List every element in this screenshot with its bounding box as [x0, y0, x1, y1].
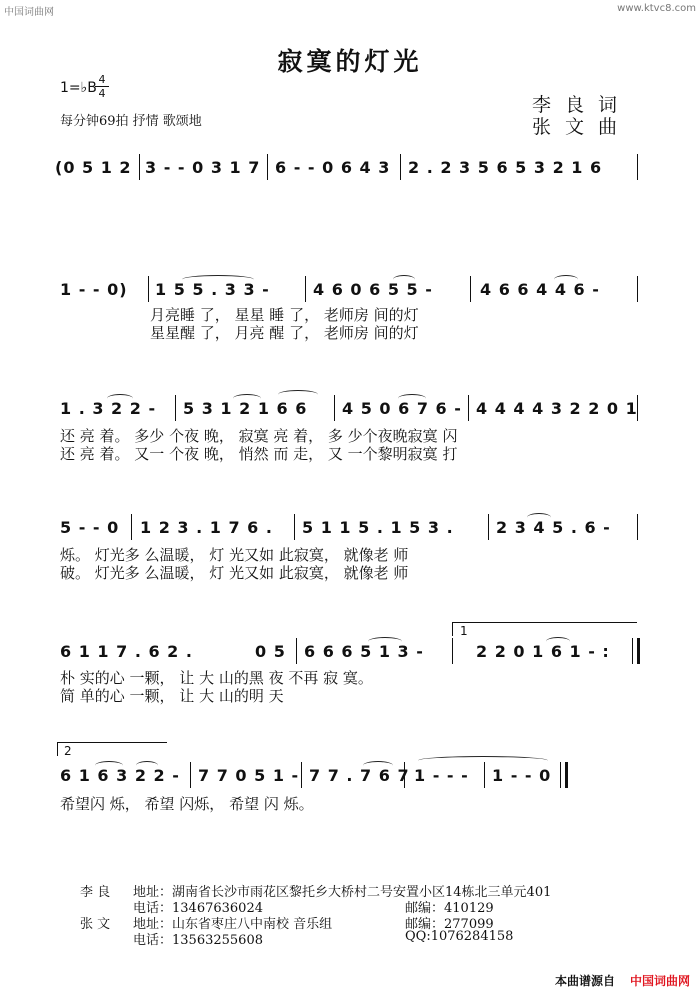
meter-bottom: 4 — [98, 87, 106, 100]
bar-line — [301, 762, 302, 788]
slur — [182, 275, 254, 284]
slur — [107, 394, 133, 403]
measure: (0 5 1 2 — [55, 158, 132, 177]
measure: 6 6 6 5 1 3 - — [304, 642, 424, 661]
slur — [418, 756, 548, 765]
bar-line — [488, 514, 489, 540]
bar-line — [296, 638, 297, 664]
measure: 1 - - 0) — [60, 280, 128, 299]
bar-line — [560, 762, 561, 788]
measure: 5 - - 0 — [60, 518, 120, 537]
measure: 1 2 3 . 1 7 6 . — [140, 518, 273, 537]
lyrics-verse-1: 还 亮 着。 多少 个夜 晚， 寂寞 亮 着， 多 少个夜晚寂寞 闪 — [60, 427, 458, 445]
lyricist-name: 李 良 — [80, 885, 111, 900]
bar-line — [139, 154, 140, 180]
meter-top: 4 — [98, 73, 106, 86]
bar-line — [175, 395, 176, 421]
slur — [546, 637, 570, 646]
bar-line — [452, 638, 453, 664]
measure: 4 4 4 4 3 2 2 0 1 — [476, 399, 638, 418]
composer-address: 地址：山东省枣庄八中南校 音乐组 — [133, 917, 333, 932]
bar-line — [131, 514, 132, 540]
bar-line — [484, 762, 485, 788]
measure: 2 3 4 5 . 6 - — [496, 518, 611, 537]
key-signature: 1=♭B — [60, 80, 97, 96]
bar-line — [400, 154, 401, 180]
measure: 0 5 — [255, 642, 286, 661]
slur — [393, 275, 415, 284]
bar-line — [632, 638, 633, 664]
volta-number-1: 1 — [460, 624, 468, 638]
lyrics-verse-2: 星星醒 了， 月亮 醒 了， 老师房 间的灯 — [150, 324, 419, 342]
time-signature — [95, 74, 109, 99]
song-title: 寂寞的灯光 — [277, 47, 423, 76]
measure: 7 7 . 7 6 7 — [309, 766, 410, 785]
composer-postcode: 邮编：277099 — [405, 917, 494, 932]
slur — [95, 761, 123, 770]
measure: 1 . 3 2 2 - — [60, 399, 157, 418]
measure: 3 - - 0 3 1 7 — [145, 158, 261, 177]
bar-line — [334, 395, 335, 421]
lyrics-verse-1: 月亮睡 了， 星星 睡 了， 老师房 间的灯 — [150, 306, 419, 324]
measure: 4 6 6 4 4 6 - — [480, 280, 600, 299]
measure: 6 - - 0 6 4 3 — [275, 158, 391, 177]
lyricist-credit: 李良词 — [532, 94, 632, 116]
bar-line — [470, 276, 471, 302]
lyricist-postcode: 邮编：410129 — [405, 901, 494, 916]
measure: 7 7 0 5 1 - — [198, 766, 300, 785]
bar-line — [404, 762, 405, 788]
bar-line — [190, 762, 191, 788]
measure: 1 - - 0 — [492, 766, 552, 785]
measure: 4 5 0 6 7 6 - — [342, 399, 462, 418]
composer-phone: 电话：13563255608 — [133, 933, 263, 948]
measure: 5 1 1 5 . 1 5 3 . — [302, 518, 454, 537]
slur — [278, 390, 318, 399]
lyrics-verse-1: 朴 实的心 一颗， 让 大 山的黑 夜 不再 寂 寞。 — [60, 669, 373, 687]
composer-credit: 张文曲 — [532, 116, 632, 138]
measure: 6 1 6 3 2 2 - — [60, 766, 180, 785]
lyrics-verse-1: 希望闪 烁， 希望 闪烁， 希望 闪 烁。 — [60, 795, 314, 813]
bar-line — [267, 154, 268, 180]
source-note: 本曲谱源自 — [555, 974, 616, 988]
volta-number-2: 2 — [64, 744, 72, 758]
bar-line — [637, 514, 638, 540]
bar-line — [294, 514, 295, 540]
slur — [554, 275, 578, 284]
measure: 4 6 0 6 5 5 - — [313, 280, 433, 299]
volta-bracket-1 — [452, 622, 637, 623]
lyrics-verse-2: 还 亮 着。 又一 个夜 晚， 悄然 而 走， 又 一个黎明寂寞 打 — [60, 445, 458, 463]
lyrics-verse-2: 破。 灯光多 么温暖， 灯 光又如 此寂寞， 就像老 师 — [60, 564, 409, 582]
lyrics-verse-2: 简 单的心 一颗， 让 大 山的明 天 — [60, 687, 284, 705]
volta-bracket-1-tick — [452, 622, 453, 636]
source-logo: 中国词曲网 — [630, 974, 691, 988]
composer-name: 张 文 — [80, 917, 111, 932]
bar-line — [305, 276, 306, 302]
lyricist-address: 地址：湖南省长沙市雨花区黎托乡大桥村二号安置小区14栋北三单元401 — [133, 885, 552, 900]
repeat-end-bar — [637, 638, 640, 664]
bar-line — [637, 276, 638, 302]
composer-qq: QQ:1076284158 — [405, 929, 514, 944]
lyricist-phone: 电话：13467636024 — [133, 901, 263, 916]
slur — [398, 394, 426, 403]
volta-bracket-2-tick — [57, 742, 58, 756]
measure: 2 . 2 3 5 6 5 3 2 1 6 — [408, 158, 603, 177]
measure: 1 5 5 . 3 3 - — [155, 280, 270, 299]
site-url-top-right: www.ktvc8.com — [617, 3, 696, 14]
slur — [136, 761, 158, 770]
final-bar — [565, 762, 568, 788]
slur — [368, 637, 402, 646]
slur — [527, 513, 551, 522]
tempo-marking: 每分钟69拍 抒情 歌颂地 — [60, 114, 202, 129]
measure: 1 - - - — [414, 766, 469, 785]
slur — [233, 394, 261, 403]
site-name-top-left: 中国词曲网 — [4, 7, 54, 18]
measure: 2 2 0 1 6 1 - : — [476, 642, 610, 661]
bar-line — [148, 276, 149, 302]
lyrics-verse-1: 烁。 灯光多 么温暖， 灯 光又如 此寂寞， 就像老 师 — [60, 546, 409, 564]
measure: 6 1 1 7 . 6 2 . — [60, 642, 193, 661]
measure: 5 3 1 2 1 6 6 — [183, 399, 308, 418]
bar-line — [637, 154, 638, 180]
volta-bracket-2 — [57, 742, 167, 743]
bar-line — [637, 395, 638, 421]
slur — [363, 761, 393, 770]
bar-line — [468, 395, 469, 421]
